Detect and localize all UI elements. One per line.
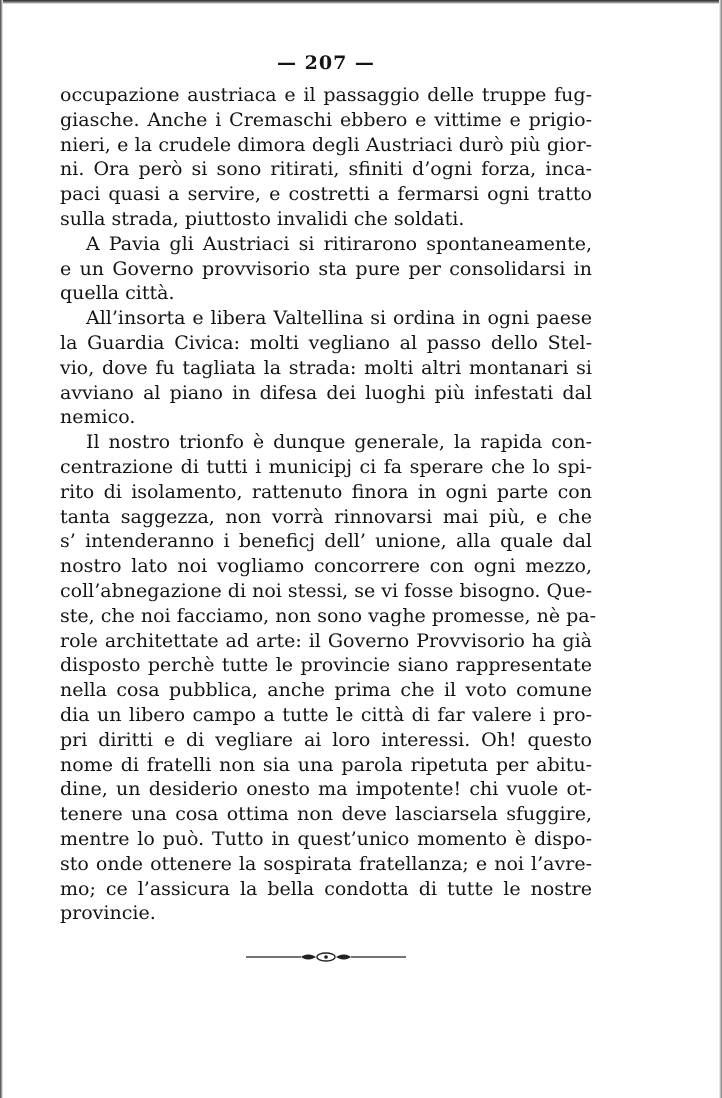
text-line: disposto perchè tutte le provincie siano rappresentate <box>60 654 592 677</box>
text-line: Il nostro trionfo è dunque generale, la rapida con- <box>86 431 592 454</box>
text-line: sto onde ottenere la sospirata fratellanza; e noi l’avre- <box>60 852 592 875</box>
end-ornament-icon <box>246 950 406 964</box>
body-text <box>60 83 597 926</box>
text-line: mentre lo può. Tutto in quest’unico momento è dispo- <box>60 827 592 850</box>
text-line: la Guardia Civica: molti vegliano al passo dello Stel- <box>60 331 592 354</box>
text-line: nemico. <box>60 406 136 429</box>
text-line: role architettate ad arte: il Governo Provvisorio ha già <box>60 629 592 652</box>
text-line: quella città. <box>60 282 175 305</box>
text-line: provincie. <box>60 902 156 925</box>
text-line: centrazione di tutti i municipj ci fa sperare che lo spi- <box>60 455 592 478</box>
page-number: — 207 — <box>277 52 375 74</box>
text-line: All’insorta e libera Valtellina si ordina in ogni paese <box>86 307 592 330</box>
text-line: pri diritti e di vegliare ai loro interessi. Oh! questo <box>60 728 592 751</box>
text-line: occupazione austriaca e il passaggio delle truppe fug- <box>60 84 592 106</box>
text-line: paci quasi a servire, e costretti a fermarsi ogni tratto <box>60 183 592 206</box>
text-line: tenere una cosa ottima non deve lasciarsela sfuggire, <box>60 803 592 826</box>
text-line: rito di isolamento, rattenuto finora in ogni parte con <box>60 480 592 503</box>
text-line: nella cosa pubblica, anche prima che il voto comune <box>60 679 592 702</box>
text-line: ni. Ora però si sono ritirati, sfiniti d’ogni forza, inca- <box>60 158 592 181</box>
page-top-edge <box>0 0 722 4</box>
text-line: nome di fratelli non sia una parola ripetuta per abitu- <box>60 753 592 776</box>
text-line: e un Governo provvisorio sta pure per consolidarsi in <box>60 257 592 280</box>
text-line: coll’abnegazione di noi stessi, se vi fosse bisogno. Que- <box>60 579 592 602</box>
text-line: dine, un desiderio onesto ma impotente! chi vuole ot- <box>60 778 592 801</box>
text-line: ste, che noi facciamo, non sono vaghe promesse, nè pa- <box>60 604 597 627</box>
text-line: s’ intenderanno i beneficj dell’ unione, alla quale dal <box>60 530 592 553</box>
text-line: mo; ce l’assicura la bella condotta di tutte le nostre <box>60 877 592 900</box>
text-line: giasche. Anche i Cremaschi ebbero e vittime e prigio- <box>60 108 592 131</box>
text-line: nostro lato noi vogliamo concorrere con ogni mezzo, <box>60 555 592 578</box>
text-line: avviano al piano in difesa dei luoghi più infestati dal <box>60 381 592 404</box>
text-line: A Pavia gli Austriaci si ritirarono spontaneamente, <box>86 232 592 255</box>
page-spine-shadow <box>0 0 3 1098</box>
text-line: nieri, e la crudele dimora degli Austriaci durò più gior- <box>60 133 592 156</box>
text-line: vio, dove fu tagliata la strada: molti altri montanari si <box>60 356 592 379</box>
text-line: sulla strada, piuttosto invalidi che soldati. <box>60 207 465 230</box>
text-line: tanta saggezza, non vorrà rinnovarsi mai più, e che <box>60 505 592 528</box>
text-line: dia un libero campo a tutte le città di far valere i pro- <box>60 703 592 726</box>
